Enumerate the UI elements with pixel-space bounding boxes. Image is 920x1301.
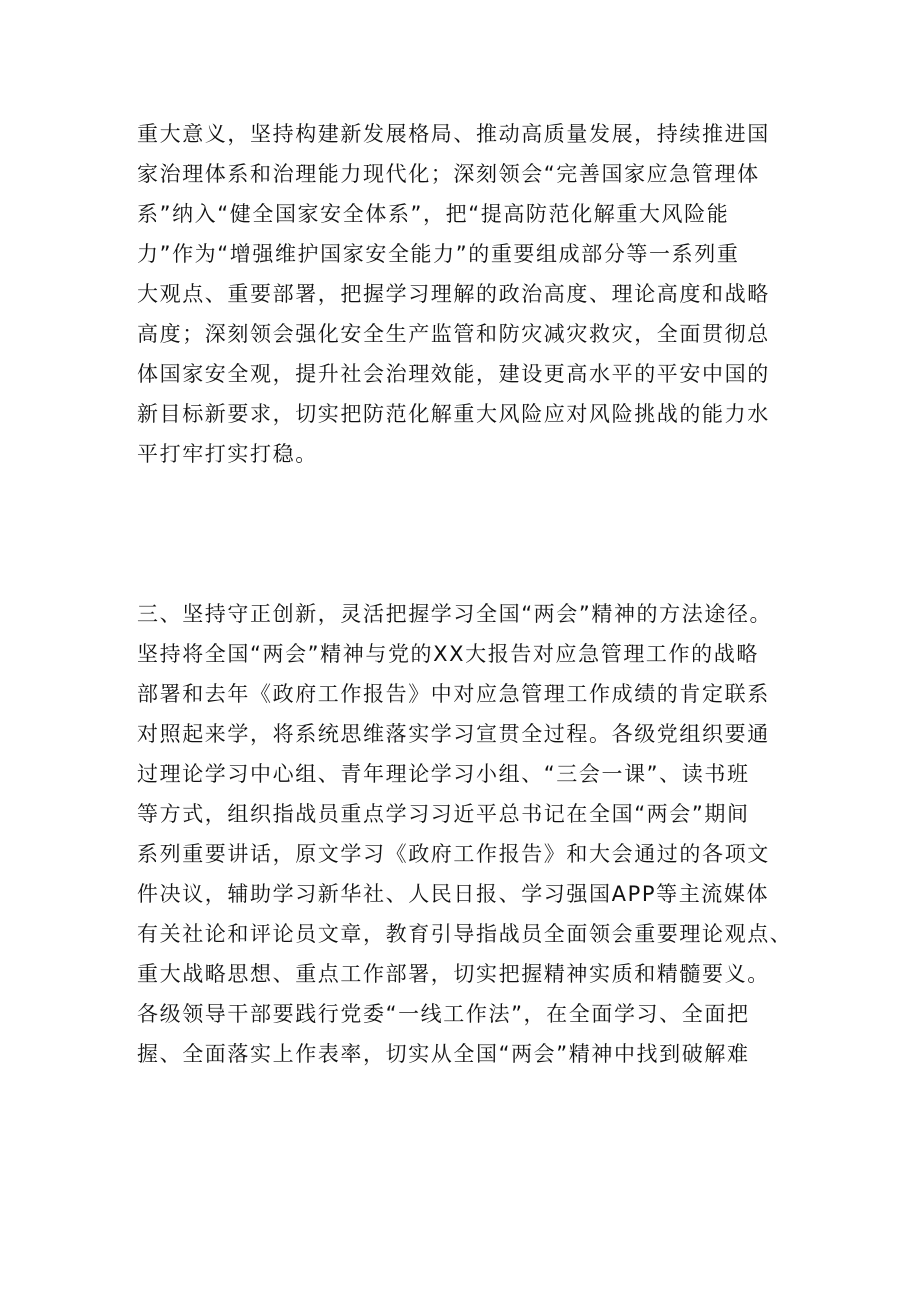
text-line: 系”纳入“健全国家安全体系”，把“提高防范化解重大风险能 <box>137 202 730 226</box>
text-line: 大观点、重要部署，把握学习理解的政治高度、理论高度和战略 <box>137 282 770 306</box>
text-line: 有关社论和评论员文章，教育引导指战员全面领会重要理论观点、 <box>137 922 793 946</box>
text-line: 过理论学习中心组、青年理论学习小组、“三会一课”、读书班 <box>137 762 750 786</box>
text-line: 各级领导干部要践行党委“一线工作法”，在全面学习、全面把 <box>137 1002 750 1026</box>
text-line: 体国家安全观，提升社会治理效能，建设更高水平的平安中国的 <box>137 362 770 386</box>
paragraph-section-three <box>137 594 797 1074</box>
section-heading-line: 三、坚持守正创新，灵活把握学习全国“两会”精神的方法途径。 <box>137 602 773 626</box>
text-line: 力”作为“增强维护国家安全能力”的重要组成部分等一系列重 <box>137 242 740 266</box>
text-line: 件决议，辅助学习新华社、人民日报、学习强国APP等主流媒体 <box>137 882 770 906</box>
text-line: 对照起来学，将系统思维落实学习宣贯全过程。各级党组织要通 <box>137 722 770 746</box>
text-line: 新目标新要求，切实把防范化解重大风险应对风险挑战的能力水 <box>137 402 770 426</box>
text-line: 高度；深刻领会强化安全生产监管和防灾减灾救灾，全面贯彻总 <box>137 322 770 346</box>
text-line: 握、全面落实上作表率，切实从全国“两会”精神中找到破解难 <box>137 1042 750 1066</box>
text-line: 系列重要讲话，原文学习《政府工作报告》和大会通过的各项文 <box>137 842 770 866</box>
text-line: 重大战略思想、重点工作部署，切实把握精神实质和精髓要义。 <box>137 962 770 986</box>
text-line: 坚持将全国“两会”精神与党的XX大报告对应急管理工作的战略 <box>137 642 759 666</box>
text-line: 重大意义，坚持构建新发展格局、推动高质量发展，持续推进国 <box>137 122 770 146</box>
text-line: 等方式，组织指战员重点学习习近平总书记在全国“两会”期间 <box>137 802 750 826</box>
text-line: 部署和去年《政府工作报告》中对应急管理工作成绩的肯定联系 <box>137 682 770 706</box>
text-line: 家治理体系和治理能力现代化；深刻领会“完善国家应急管理体 <box>137 162 760 186</box>
text-line: 平打牢打实打稳。 <box>137 442 318 466</box>
paragraph-continuation <box>137 114 797 474</box>
